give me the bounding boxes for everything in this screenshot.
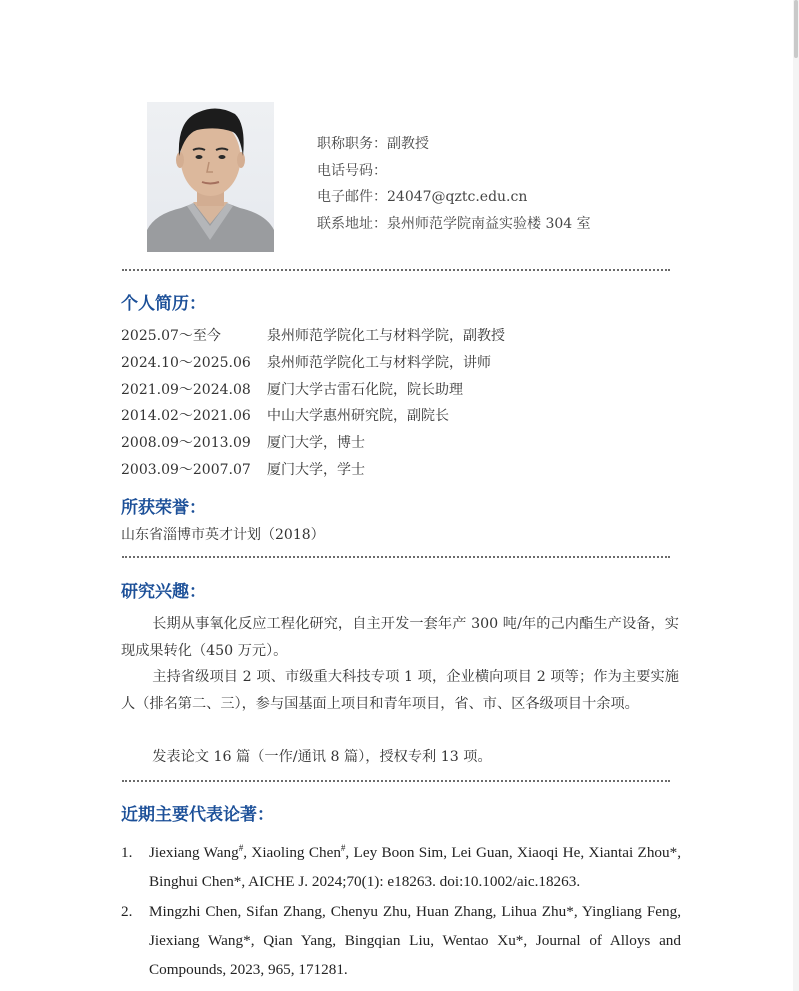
- resume-date: 2003.09～2007.07: [121, 461, 251, 478]
- citation-rest: , Ley Boon Sim, Lei Guan, Xiaoqi He, Xiantai Zhou*, Binghui Chen*, AICHE J. 2024;70(1): e18263. doi:10.1002/aic.18263.: [149, 844, 681, 890]
- publication-number: 2.: [121, 903, 133, 920]
- job-title: 职称职务：副教授: [317, 136, 429, 152]
- publication-number: 1.: [121, 844, 133, 861]
- scrollbar-thumb[interactable]: [794, 0, 798, 58]
- profile-photo: [147, 102, 274, 252]
- resume-date: 2021.09～2024.08: [121, 381, 251, 398]
- cofirst-marker: #: [238, 842, 244, 853]
- resume-date: 2008.09～2013.09: [121, 435, 251, 452]
- resume-desc: 厦门大学古雷石化院，院长助理: [267, 381, 463, 398]
- resume-list: [121, 323, 505, 484]
- research-paragraph: 主持省级项目 2 项、市级重大科技专项 1 项，企业横向项目 2 项等；作为主要实施人（排名第二、三），参与国基面上项目和青年项目，省、市、区各级项目十余项。: [121, 669, 679, 712]
- honors-text: 山东省淄博市英才计划（2018）: [121, 527, 325, 543]
- cofirst-marker: #: [340, 842, 346, 853]
- resume-desc: 泉州师范学院化工与材料学院，讲师: [267, 354, 491, 371]
- resume-desc: 泉州师范学院化工与材料学院，副教授: [267, 328, 505, 344]
- email-address: 电子邮件：24047@qztc.edu.cn: [317, 189, 528, 205]
- dotted-divider: [122, 780, 670, 782]
- scrollbar[interactable]: [793, 0, 799, 991]
- resume-item: [121, 430, 505, 457]
- resume-date: 2024.10～2025.06: [121, 354, 251, 371]
- author-name: , Xiaoling Chen: [243, 844, 341, 861]
- dotted-divider: [122, 269, 670, 271]
- dotted-divider: [122, 556, 670, 558]
- publication-item: [121, 838, 681, 896]
- resume-item: [121, 323, 505, 350]
- resume-item: [121, 457, 505, 484]
- resume-date: 2025.07～至今: [121, 328, 221, 344]
- resume-desc: 厦门大学，博士: [267, 435, 365, 452]
- phone-number: 电话号码：: [317, 162, 387, 179]
- honors-heading: 所获荣誉：: [121, 498, 206, 518]
- resume-desc: 厦门大学，学士: [267, 461, 365, 478]
- mailing-address: 联系地址：泉州师范学院南益实验楼 304 室: [317, 215, 591, 232]
- author-name: Jiexiang Wang: [149, 844, 239, 861]
- publication-citation: [149, 838, 681, 896]
- publications-heading: 近期主要代表论著：: [121, 805, 274, 825]
- research-paragraph: 长期从事氧化反应工程化研究，自主开发一套年产 300 吨/年的己内酯生产设备，实现成果转化（450 万元）。: [121, 616, 679, 659]
- contact-info: [317, 131, 591, 237]
- resume-item: [121, 350, 505, 377]
- resume-item: [121, 403, 505, 430]
- publication-item: [121, 897, 681, 984]
- resume-heading: 个人简历：: [121, 294, 206, 314]
- resume-desc: 中山大学惠州研究院，副院长: [267, 408, 449, 425]
- publication-citation: Mingzhi Chen, Sifan Zhang, Chenyu Zhu, Huan Zhang, Lihua Zhu*, Yingliang Feng, Jiexiang Wang*, Qian Yang, Bingqian Liu, Wentao Xu*, Journal of Alloys and Compounds, 2023, 965, 171281.: [149, 903, 681, 978]
- portrait-image: [147, 102, 274, 252]
- resume-item: [121, 377, 505, 404]
- research-paragraph: 发表论文 16 篇（一作/通讯 8 篇），授权专利 13 项。: [152, 749, 492, 765]
- research-heading: 研究兴趣：: [121, 582, 206, 602]
- resume-date: 2014.02～2021.06: [121, 408, 251, 425]
